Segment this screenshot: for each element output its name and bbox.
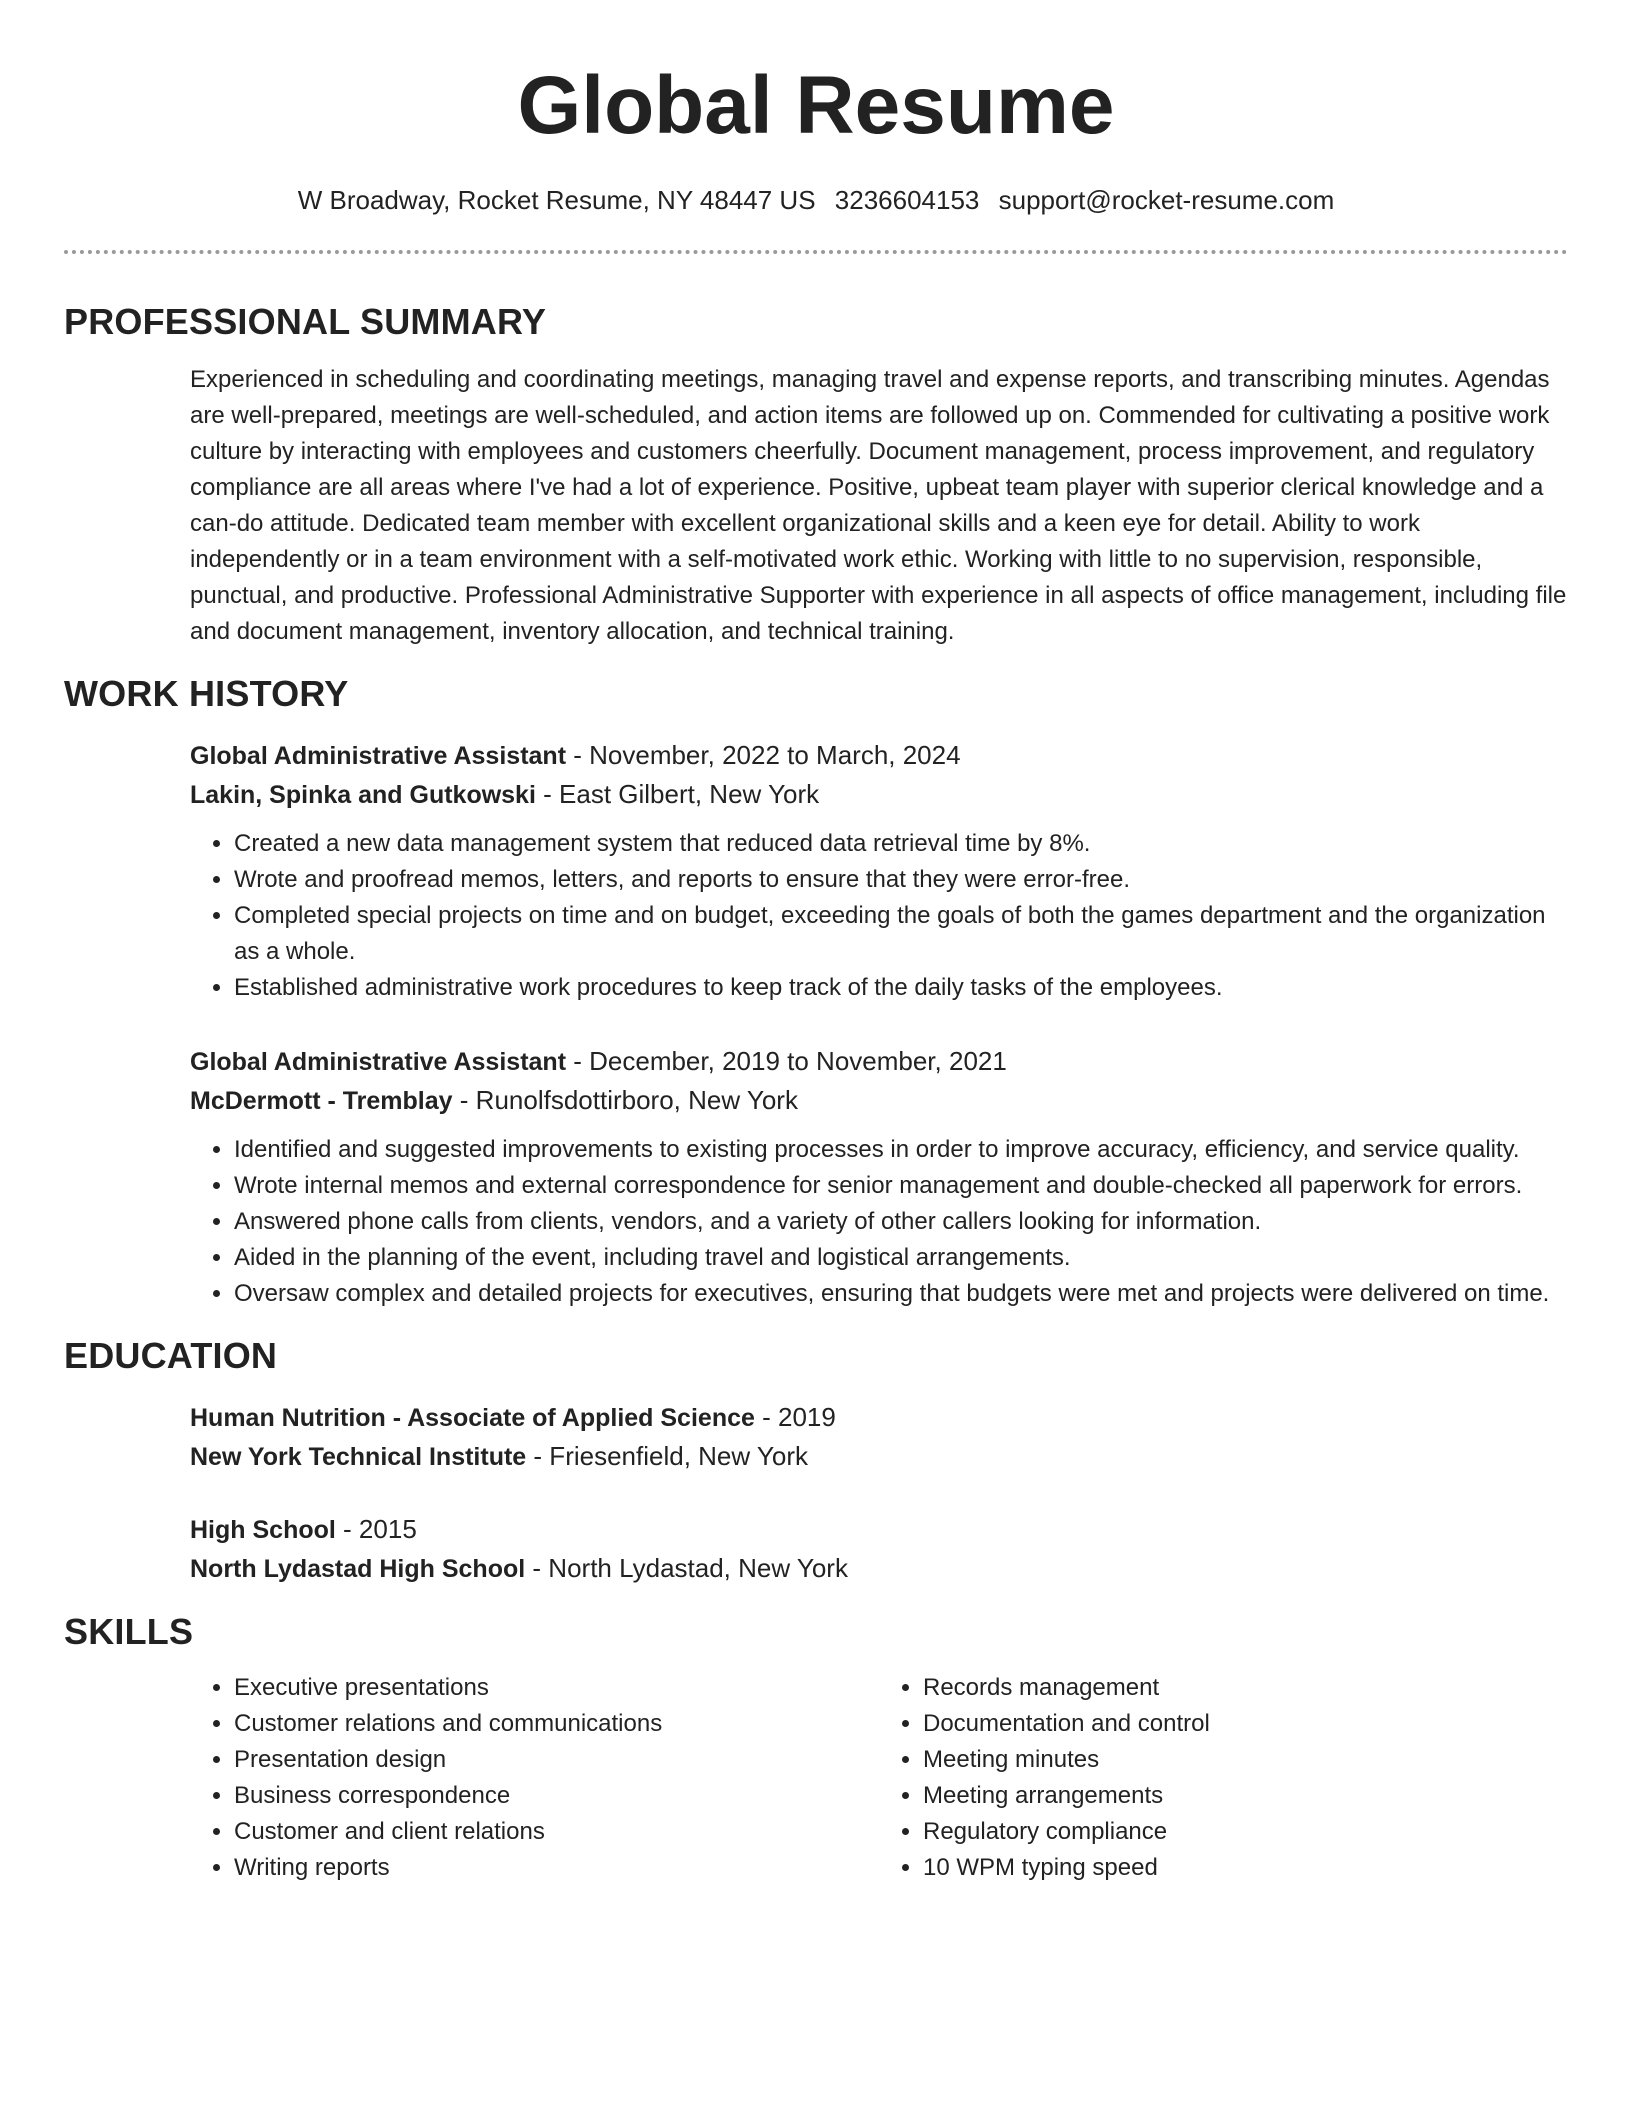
job-bullet: • Created a new data management system that reduced data retrieval time by 8%. xyxy=(234,826,1568,862)
skill-item: • 10 WPM typing speed xyxy=(923,1850,1568,1886)
skill-item: • Business correspondence xyxy=(234,1778,879,1814)
job-role: Global Administrative Assistant xyxy=(190,1048,567,1076)
skill-item: • Customer and client relations xyxy=(234,1814,879,1850)
skills-column-left xyxy=(190,1670,879,1886)
work-history-heading: WORK HISTORY xyxy=(64,673,349,714)
job-location: - Runolfsdottirboro, New York xyxy=(452,1085,798,1115)
skill-item: • Executive presentations xyxy=(234,1670,879,1706)
skill-item: • Regulatory compliance xyxy=(923,1814,1568,1850)
job-bullet: • Oversaw complex and detailed projects for executives, ensuring that budgets were met and projects were delivered on time. xyxy=(234,1276,1568,1312)
skills-column-right xyxy=(879,1670,1568,1886)
job-role: Global Administrative Assistant xyxy=(190,742,567,770)
skills-grid xyxy=(190,1670,1568,1886)
job-entry xyxy=(190,736,1568,1006)
job-entry xyxy=(190,1042,1568,1312)
skill-item: • Meeting arrangements xyxy=(923,1778,1568,1814)
resume-name: Global Resume xyxy=(517,60,1115,151)
education-entry xyxy=(190,1398,1568,1476)
job-dates: - November, 2022 to March, 2024 xyxy=(566,740,961,770)
job-bullet: • Wrote and proofread memos, letters, and reports to ensure that they were error-free. xyxy=(234,862,1568,898)
contact-line xyxy=(64,184,1568,216)
summary-section xyxy=(64,362,1568,650)
contact-address: W Broadway, Rocket Resume, NY 48447 US xyxy=(297,185,816,215)
job-company: Lakin, Spinka and Gutkowski xyxy=(190,781,536,809)
job-location: - East Gilbert, New York xyxy=(535,779,820,809)
job-bullet: • Aided in the planning of the event, including travel and logistical arrangements. xyxy=(234,1240,1568,1276)
contact-email: support@rocket-resume.com xyxy=(998,185,1335,215)
skill-item: • Presentation design xyxy=(234,1742,879,1778)
education-school: North Lydastad High School xyxy=(190,1555,526,1583)
education-location: - Friesenfield, New York xyxy=(526,1441,808,1471)
education-year: - 2015 xyxy=(335,1514,417,1544)
job-bullet: • Wrote internal memos and external correspondence for senior management and double-checked all paperwork for errors. xyxy=(234,1168,1568,1204)
job-company-line xyxy=(190,1081,1568,1120)
skill-item: • Customer relations and communications xyxy=(234,1706,879,1742)
education-school: New York Technical Institute xyxy=(190,1443,527,1471)
job-company: McDermott - Tremblay xyxy=(190,1087,453,1115)
work-history-section xyxy=(64,736,1568,1312)
education-school-line xyxy=(190,1549,1568,1588)
job-bullet: • Established administrative work procedures to keep track of the daily tasks of the employees. xyxy=(234,970,1568,1006)
job-company-line xyxy=(190,775,1568,814)
job-bullets xyxy=(190,826,1568,1006)
job-bullet: • Identified and suggested improvements to existing processes in order to improve accuracy, efficiency, and service quality. xyxy=(234,1132,1568,1168)
job-bullet: • Completed special projects on time and on budget, exceeding the goals of both the games department and the organization as a whole. xyxy=(234,898,1568,970)
skill-item: • Documentation and control xyxy=(923,1706,1568,1742)
summary-text: Experienced in scheduling and coordinating meetings, managing travel and expense reports, and transcribing minutes. Agendas are well-prepared, meetings are well-scheduled, and action items are followed up on. Commended for cultivating a positive work culture by interacting with employees and customers cheerfully. Document management, process improvement, and regulatory compliance are all areas where I've had a lot of experience. Positive, upbeat team player with superior clerical knowledge and a can-do attitude. Dedicated team member with excellent organizational skills and a keen eye for detail. Ability to work independently or in a team environment with a self-motivated work ethic. Working with little to no supervision, responsible, punctual, and productive. Professional Administrative Supporter with experience in all aspects of office management, including file and document management, inventory allocation, and technical training. xyxy=(190,366,1567,645)
skills-section xyxy=(64,1670,1568,1886)
skill-item: • Records management xyxy=(923,1670,1568,1706)
skill-item: • Meeting minutes xyxy=(923,1742,1568,1778)
education-school-line xyxy=(190,1437,1568,1476)
education-degree-line xyxy=(190,1510,1568,1549)
education-year: - 2019 xyxy=(754,1402,836,1432)
job-title-line xyxy=(190,736,1568,775)
job-bullets xyxy=(190,1132,1568,1312)
skills-heading: SKILLS xyxy=(64,1611,194,1652)
education-location: - North Lydastad, New York xyxy=(525,1553,848,1583)
education-degree-line xyxy=(190,1398,1568,1437)
education-degree: High School xyxy=(190,1516,336,1544)
header-divider xyxy=(64,250,1568,254)
education-entry xyxy=(190,1510,1568,1588)
job-bullet: • Answered phone calls from clients, vendors, and a variety of other callers looking for information. xyxy=(234,1204,1568,1240)
job-dates: - December, 2019 to November, 2021 xyxy=(566,1046,1007,1076)
skill-item: • Writing reports xyxy=(234,1850,879,1886)
job-title-line xyxy=(190,1042,1568,1081)
education-degree: Human Nutrition - Associate of Applied Science xyxy=(190,1404,755,1432)
summary-heading: PROFESSIONAL SUMMARY xyxy=(64,301,547,342)
education-heading: EDUCATION xyxy=(64,1335,278,1376)
education-section xyxy=(64,1398,1568,1588)
contact-phone: 3236604153 xyxy=(834,185,980,215)
